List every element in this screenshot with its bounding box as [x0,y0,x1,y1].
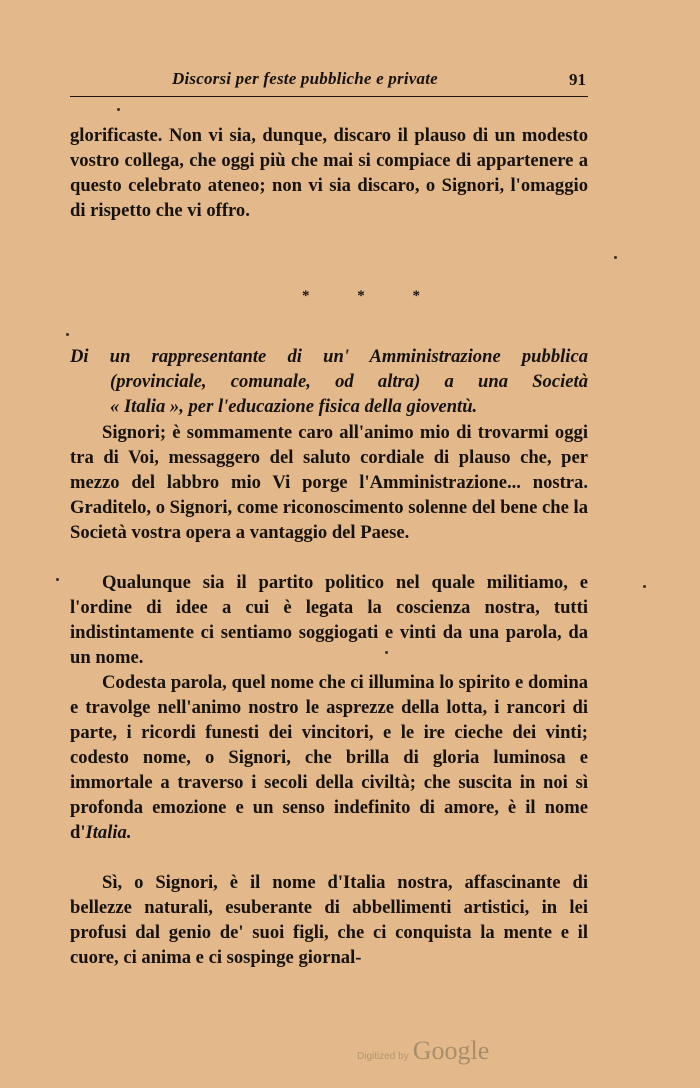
section-heading-line-2: (provinciale, comunale, od altra) a una Società [110,371,588,392]
paragraph-1: Signori; è sommamente caro all'animo mio di trovarmi oggi tra di Voi, messaggero del saluto cordiale di plauso che, per mezzo del labbro mio Vi porge l'Amministrazione... nostra. Graditelo, o Signori, come riconoscimento solenne del bene che la Società vostra opera a vantaggio del Paese. [70,422,588,543]
continuation-paragraph: glorificaste. Non vi sia, dunque, discaro il plauso di un modesto vostro collega, che oggi più che mai si compiace di appartenere a questo celebrato ateneo; non vi sia discaro, o Signori, l'omaggio di rispetto che vi offro. [70,125,588,221]
section-heading [70,344,588,419]
ink-speck [643,585,646,588]
ink-speck [385,651,388,654]
section-separator: * * * [302,288,442,304]
ink-speck [117,108,120,111]
paragraph-2: Qualunque sia il partito politico nel quale militiamo, e l'ordine di idee a cui è legata la coscienza nostra, tutti indistintamente ci sentiamo soggiogati e vinti da una parola, da un nome. [70,572,588,668]
running-header [70,66,588,97]
digitized-label: Digitized by [357,1051,409,1062]
italia-emphasis: Italia. [85,822,132,843]
running-title: Discorsi per feste pubbliche e private [172,69,438,88]
google-logo: Google [412,1036,490,1065]
digitization-watermark [357,1036,489,1066]
paragraph-3 [70,670,588,845]
section-heading-line-3: « Italia », per l'educazione fisica della gioventù. [110,396,478,417]
ink-speck [56,578,59,581]
paragraph-3-text: Codesta parola, quel nome che ci illumina lo spirito e domina e travolge nell'animo nostro le asprezze della lotta, i rancori di parte, i ricordi funesti dei vincitori, e le ire cieche dei vinti; codesto nome, o Signori, che brilla di gloria luminosa e immortale a traverso i secoli della civiltà; che suscita in noi sì profonda emozione e un senso indefinito di amore, è il nome d' [70,672,588,843]
section-heading-line-1: Di un rappresentante di un' Amministrazione pubblica [70,346,588,367]
page-number: 91 [569,70,586,89]
paragraph-4: Sì, o Signori, è il nome d'Italia nostra, affascinante di bellezze naturali, esuberante di abbellimenti artistici, in lei profusi dal genio de' suoi figli, che ci conquista la mente e il cuore, ci anima e ci sospinge giornal- [70,872,588,968]
ink-speck [614,256,617,259]
ink-speck [66,333,69,336]
